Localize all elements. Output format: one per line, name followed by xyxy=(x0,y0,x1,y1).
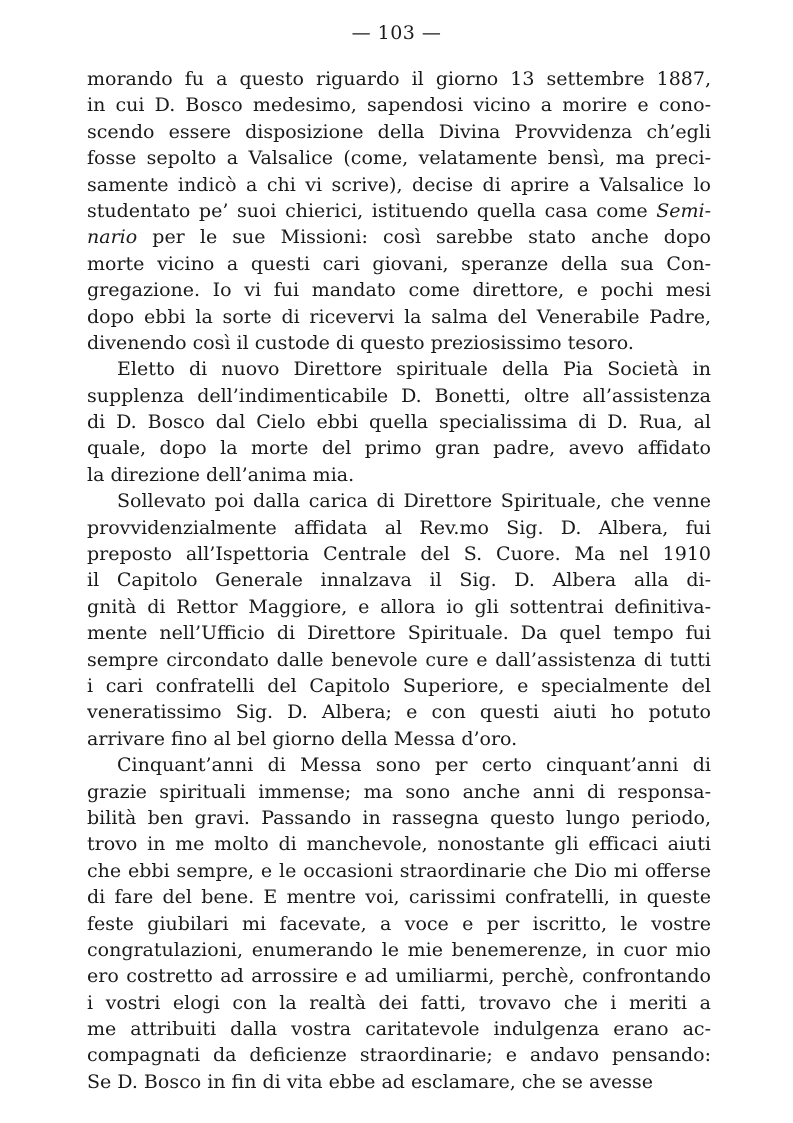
text-segment: che ebbi sempre, e le occasioni straordinarie che Dio mi offerse xyxy=(87,859,711,882)
text-line xyxy=(87,884,711,910)
text-segment: compagnati da deficienze straordinarie; e andavo pensando: xyxy=(87,1044,711,1067)
text-segment: Cinquant’anni di Messa sono per certo cinquant’anni di xyxy=(117,754,711,777)
text-segment: Sollevato poi dalla carica di Direttore Spirituale, che venne xyxy=(117,490,711,513)
text-line xyxy=(87,620,711,646)
text-line xyxy=(87,990,711,1016)
text-segment: gnità di Rettor Maggiore, e allora io gli sottentrai definitiva- xyxy=(87,595,711,618)
text-line xyxy=(87,330,711,356)
text-line xyxy=(87,937,711,963)
text-segment: la direzione dell’anima mia. xyxy=(87,463,355,486)
paragraph xyxy=(87,66,711,356)
text-segment: feste giubilari mi facevate, a voce e per iscritto, le vostre xyxy=(87,912,711,935)
text-line xyxy=(87,1016,711,1042)
text-segment: supplenza dell’indimenticabile D. Bonetti, oltre all’assistenza xyxy=(87,384,711,407)
text-segment: Eletto di nuovo Direttore spirituale della Pia Società in xyxy=(117,358,711,381)
text-line xyxy=(87,488,711,514)
text-segment: bilità ben gravi. Passando in rassegna questo lungo periodo, xyxy=(87,806,711,829)
text-segment: i cari confratelli del Capitolo Superiore, e specialmente del xyxy=(87,674,711,697)
paragraph xyxy=(87,356,711,488)
text-line xyxy=(87,858,711,884)
text-segment: studentato pe’ suoi chierici, istituendo quella casa come xyxy=(87,199,657,222)
body-text xyxy=(87,66,711,1095)
text-line xyxy=(87,699,711,725)
text-line xyxy=(87,567,711,593)
text-segment: gregazione. Io vi fui mandato come direttore, e pochi mesi xyxy=(87,279,711,302)
text-line xyxy=(87,779,711,805)
text-line xyxy=(87,726,711,752)
text-segment: in cui D. Bosco medesimo, sapendosi vicino a morire e cono- xyxy=(87,94,711,117)
text-line xyxy=(87,224,711,250)
text-line xyxy=(87,172,711,198)
text-line xyxy=(87,145,711,171)
text-line xyxy=(87,911,711,937)
text-segment: Se D. Bosco in fin di vita ebbe ad esclamare, che se avesse xyxy=(87,1070,654,1093)
text-line xyxy=(87,277,711,303)
text-line xyxy=(87,647,711,673)
text-line xyxy=(87,515,711,541)
italic-text: Semi- xyxy=(656,199,711,222)
text-line xyxy=(87,805,711,831)
text-segment: il Capitolo Generale innalzava il Sig. D. Albera alla di- xyxy=(87,569,711,592)
text-segment: ero costretto ad arrossire e ad umiliarmi, perchè, confrontando xyxy=(87,965,711,988)
text-segment: fosse sepolto a Valsalice (come, velatamente bensì, ma preci- xyxy=(87,147,711,170)
text-segment: veneratissimo Sig. D. Albera; e con questi aiuti ho potuto xyxy=(87,701,711,724)
text-segment: divenendo così il custode di questo preziosissimo tesoro. xyxy=(87,331,634,354)
text-line xyxy=(87,409,711,435)
text-segment: grazie spirituali immense; ma sono anche anni di responsa- xyxy=(87,780,711,803)
text-segment: me attribuiti dalla vostra caritatevole indulgenza erano ac- xyxy=(87,1018,711,1041)
text-segment: preposto all’Ispettoria Centrale del S. Cuore. Ma nel 1910 xyxy=(87,543,711,566)
text-line xyxy=(87,198,711,224)
text-line xyxy=(87,251,711,277)
text-segment: trovo in me molto di manchevole, nonostante gli efficaci aiuti xyxy=(87,833,711,856)
text-line xyxy=(87,435,711,461)
text-segment: mente nell’Ufficio di Direttore Spirituale. Da quel tempo fui xyxy=(87,622,711,645)
text-segment: per le sue Missioni: così sarebbe stato anche dopo xyxy=(137,226,711,249)
text-segment: samente indicò a chi vi scrive), decise di aprire a Valsalice lo xyxy=(87,173,711,196)
text-segment: quale, dopo la morte del primo gran padre, avevo affidato xyxy=(87,437,711,460)
text-line xyxy=(87,119,711,145)
text-line xyxy=(87,673,711,699)
text-segment: provvidenzialmente affidata al Rev.mo Sig. D. Albera, fui xyxy=(87,516,711,539)
paragraph xyxy=(87,752,711,1095)
text-line xyxy=(87,304,711,330)
text-line xyxy=(87,356,711,382)
text-line xyxy=(87,1042,711,1068)
text-segment: di fare del bene. E mentre voi, carissimi confratelli, in queste xyxy=(87,886,711,909)
text-segment: morando fu a questo riguardo il giorno 13 settembre 1887, xyxy=(87,68,711,90)
text-line xyxy=(87,541,711,567)
text-segment: sempre circondato dalle benevole cure e dall’assistenza di tutti xyxy=(87,648,711,671)
text-line xyxy=(87,594,711,620)
page-number: — 103 — xyxy=(351,22,442,44)
paragraph xyxy=(87,488,711,752)
text-segment: dopo ebbi la sorte di ricevervi la salma del Venerabile Padre, xyxy=(87,305,711,328)
text-line xyxy=(87,752,711,778)
text-line xyxy=(87,383,711,409)
text-segment: congratulazioni, enumerando le mie benemerenze, in cuor mio xyxy=(87,938,711,961)
text-line xyxy=(87,831,711,857)
text-segment: morte vicino a questi cari giovani, speranze della sua Con- xyxy=(87,252,711,275)
text-line xyxy=(87,963,711,989)
text-segment: scendo essere disposizione della Divina Provvidenza ch’egli xyxy=(87,120,711,143)
text-segment: i vostri elogi con la realtà dei fatti, trovavo che i meriti a xyxy=(87,991,711,1014)
text-line xyxy=(87,66,711,92)
text-segment: di D. Bosco dal Cielo ebbi quella specialissima di D. Rua, al xyxy=(87,411,711,434)
text-line xyxy=(87,462,711,488)
text-line xyxy=(87,1069,711,1095)
text-line xyxy=(87,92,711,118)
italic-text: nario xyxy=(87,226,138,249)
text-segment: arrivare fino al bel giorno della Messa d’oro. xyxy=(87,727,518,750)
